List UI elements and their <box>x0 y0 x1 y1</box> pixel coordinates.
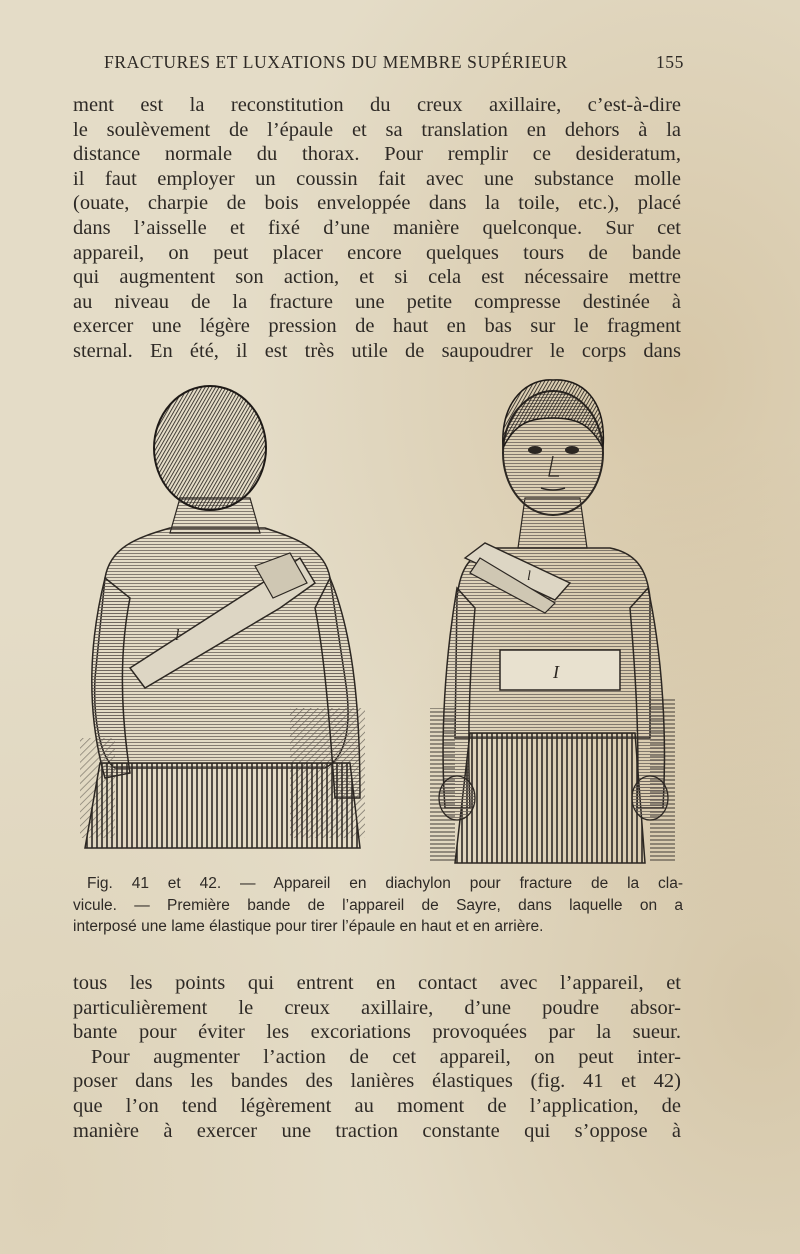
text-line: poser dans les bandes des lanières élastiques (fig. 41 et 42) <box>73 1070 681 1093</box>
page-number: 155 <box>655 52 684 72</box>
figure-41-back-view <box>80 386 365 848</box>
bandage-label-left: l <box>175 627 180 644</box>
figure-caption <box>73 873 683 938</box>
text-line: dans l’aisselle et fixé d’une manière quelconque. Sur cet <box>73 216 681 239</box>
text-line: ment est la reconstitution du creux axillaire, c’est-à-dire <box>73 94 681 116</box>
caption-line: vicule. — Première bande de l’appareil de Sayre, dans laquelle on a <box>73 896 683 914</box>
text-line: que l’on tend légèrement au moment de l’application, de <box>73 1094 681 1117</box>
text-line: bante pour éviter les excoriations provoquées par la sueur. <box>73 1021 681 1044</box>
figure-42-front-view <box>430 380 675 863</box>
engraving-figures <box>75 378 685 868</box>
running-head-title: FRACTURES ET LUXATIONS DU MEMBRE SUPÉRIEUR <box>104 52 568 72</box>
bandage-label-right-lower: I <box>553 662 559 682</box>
text-line: appareil, on peut placer encore quelques tours de bande <box>73 241 681 264</box>
text-line: Pour augmenter l’action de cet appareil, on peut inter- <box>91 1045 681 1068</box>
running-head <box>104 52 684 73</box>
text-line: sternal. En été, il est très utile de saupoudrer le corps dans <box>73 339 681 362</box>
text-line: particulièrement le creux axillaire, d’une poudre absor- <box>73 996 681 1019</box>
text-line: tous les points qui entrent en contact avec l’appareil, et <box>73 972 681 994</box>
text-line: au niveau de la fracture une petite compresse destinée à <box>73 290 681 313</box>
text-line: qui augmentent son action, et si cela est nécessaire mettre <box>73 266 681 289</box>
caption-line: interposé une lame élastique pour tirer l’épaule en haut et en arrière. <box>73 918 544 936</box>
paragraph-top <box>73 93 681 364</box>
text-line: exercer une légère pression de haut en bas sur le fragment <box>73 315 681 338</box>
text-line: (ouate, charpie de bois enveloppée dans la toile, etc.), placé <box>73 192 681 215</box>
bandage-label-right-upper: l <box>527 569 531 584</box>
paragraph-bottom <box>73 971 681 1143</box>
text-line: il faut employer un coussin fait avec une substance molle <box>73 167 681 190</box>
text-line: distance normale du thorax. Pour remplir ce desideratum, <box>73 143 681 166</box>
text-line: le soulèvement de l’épaule et sa translation en dehors à la <box>73 118 681 141</box>
text-line: manière à exercer une traction constante qui s’oppose à <box>73 1119 681 1142</box>
caption-line: Fig. 41 et 42. — Appareil en diachylon pour fracture de la cla- <box>87 875 683 892</box>
